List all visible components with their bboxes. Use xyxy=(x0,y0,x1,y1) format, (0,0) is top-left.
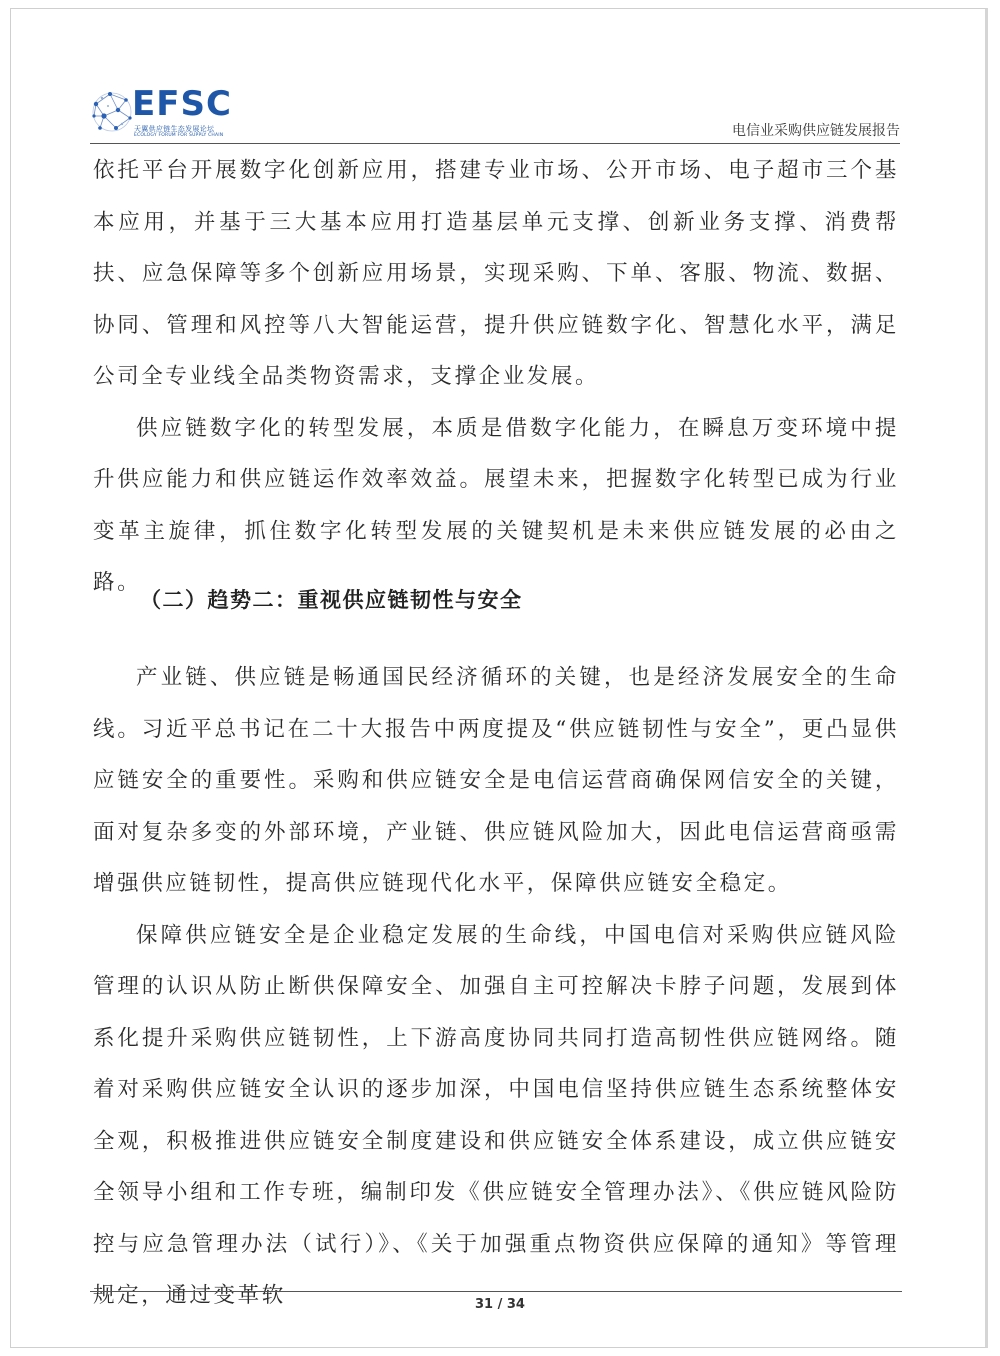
body-bottom xyxy=(93,652,899,1322)
paragraph-supply-chain-security: 保障供应链安全是企业稳定发展的生命线，中国电信对采购供应链风险管理的认识从防止断供保障安全、加强自主可控解决卡脖子问题，发展到体系化提升采购供应链韧性，上下游高度协同共同打造高韧性供应链网络。随着对采购供应链安全认识的逐步加深，中国电信坚持供应链生态系统整体安全观，积极推进供应链安全制度建设和供应链安全体系建设，成立供应链安全领导小组和工作专班，编制印发《供应链安全管理办法》、《供应链风险防控与应急管理办法（试行）》、《关于加强重点物资供应保障的通知》等管理规定，通过变革软 xyxy=(93,922,899,1308)
header-divider xyxy=(90,143,900,144)
paragraph-supply-chain-resilience: 产业链、供应链是畅通国民经济循环的关键，也是经济发展安全的生命线。习近平总书记在二十大报告中两度提及“供应链韧性与安全”，更凸显供应链安全的重要性。采购和供应链安全是电信运营商确保网信安全的关键，面对复杂多变的外部环境，产业链、供应链风险加大，因此电信运营商亟需增强供应链韧性，提高供应链现代化水平，保障供应链安全稳定。 xyxy=(93,665,899,896)
logo-wordmark: EFSC xyxy=(132,84,232,124)
efsc-logo xyxy=(90,86,230,142)
logo-subtitle-en: ECOLOGY FORUM FOR SUPPLY CHAIN xyxy=(134,133,224,138)
body-top xyxy=(93,145,899,609)
paragraph-digital-transformation: 供应链数字化的转型发展，本质是借数字化能力，在瞬息万变环境中提升供应能力和供应链运作效率效益。展望未来，把握数字化转型已成为行业变革主旋律，抓住数字化转型发展的关键契机是未来供应链发展的必由之路。 xyxy=(93,415,899,595)
footer-divider xyxy=(90,1291,902,1292)
page-number: 31 / 34 xyxy=(475,1297,525,1312)
logo-subtitle: 天翼供应链生态发展论坛 xyxy=(134,125,215,133)
section-heading: （二）趋势二：重视供应链韧性与安全 xyxy=(140,588,523,612)
report-title: 电信业采购供应链发展报告 xyxy=(732,123,900,139)
paragraph-continuation: 依托平台开展数字化创新应用，搭建专业市场、公开市场、电子超市三个基本应用，并基于三大基本应用打造基层单元支撑、创新业务支撑、消费帮扶、应急保障等多个创新应用场景，实现采购、下单、客服、物流、数据、协同、管理和风控等八大智能运营，提升供应链数字化、智慧化水平，满足公司全专业线全品类物资需求，支撑企业发展。 xyxy=(93,158,899,389)
network-globe-icon xyxy=(90,86,134,136)
